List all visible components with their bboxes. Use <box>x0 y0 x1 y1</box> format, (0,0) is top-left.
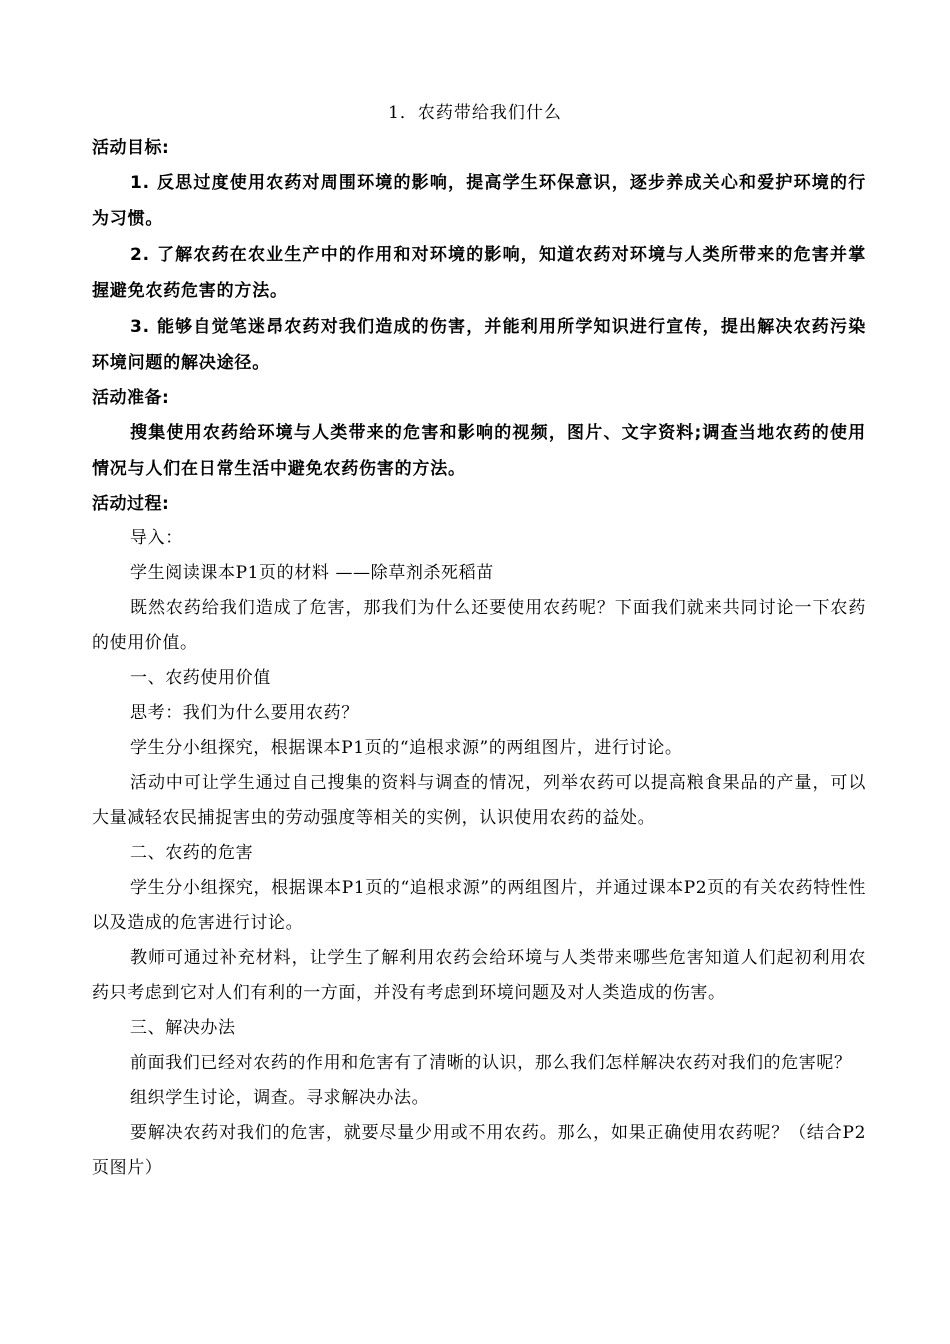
goal-item-3: 3. 能够自觉笔迷昂农药对我们造成的伤害，并能利用所学知识进行宣传，提出解决农药污染环境问题的解决途径。 <box>92 317 866 373</box>
process-paragraph: 思考：我们为什么要用农药？ <box>130 703 359 723</box>
process-subheading-harm: 二、农药的危害 <box>130 843 254 863</box>
process-paragraph: 组织学生讨论，调查。寻求解决办法。 <box>130 1088 430 1108</box>
goal-item-2: 2. 了解农药在农业生产中的作用和对环境的影响，知道农药对环境与人类所带来的危害并掌握避免农药危害的方法。 <box>92 245 866 301</box>
process-subheading-value: 一、农药使用价值 <box>130 668 271 688</box>
process-paragraph: 学生阅读课本P1页的材料 ——除草剂杀死稻苗 <box>130 563 494 583</box>
process-paragraph: 要解决农药对我们的危害，就要尽量少用或不用农药。那么，如果正确使用农药呢？（结合P2页图片） <box>92 1123 866 1178</box>
document-body <box>92 131 866 1186</box>
process-paragraph: 学生分小组探究，根据课本P1页的“追根求源”的两组图片，进行讨论。 <box>130 738 683 758</box>
process-paragraph: 学生分小组探究，根据课本P1页的“追根求源”的两组图片，并通过课本P2页的有关农药特性性以及造成的危害进行讨论。 <box>92 878 866 933</box>
process-heading: 活动过程: <box>92 494 170 514</box>
process-intro-label: 导入： <box>130 528 183 548</box>
goals-heading: 活动目标: <box>92 138 170 158</box>
process-subheading-solution: 三、解决办法 <box>130 1018 236 1038</box>
process-paragraph: 教师可通过补充材料，让学生了解利用农药会给环境与人类带来哪些危害知道人们起初利用农药只考虑到它对人们有利的一方面，并没有考虑到环境问题及对人类造成的伤害。 <box>92 948 866 1003</box>
document-title: 1．农药带给我们什么 <box>388 103 562 123</box>
process-paragraph: 活动中可让学生通过自己搜集的资料与调查的情况，列举农药可以提高粮食果品的产量，可以大量减轻农民捕捉害虫的劳动强度等相关的实例，认识使用农药的益处。 <box>92 773 866 828</box>
prep-heading: 活动准备: <box>92 388 170 408</box>
process-paragraph: 既然农药给我们造成了危害，那我们为什么还要使用农药呢？下面我们就来共同讨论一下农药的使用价值。 <box>92 598 866 653</box>
goal-item-1: 1. 反思过度使用农药对周围环境的影响，提高学生环保意识，逐步养成关心和爱护环境的行为习惯。 <box>92 173 866 229</box>
process-paragraph: 前面我们已经对农药的作用和危害有了清晰的认识，那么我们怎样解决农药对我们的危害呢？ <box>130 1053 852 1073</box>
prep-item-1: 搜集使用农药给环境与人类带来的危害和影响的视频，图片、文字资料;调查当地农药的使用情况与人们在日常生活中避免农药伤害的方法。 <box>92 423 866 479</box>
